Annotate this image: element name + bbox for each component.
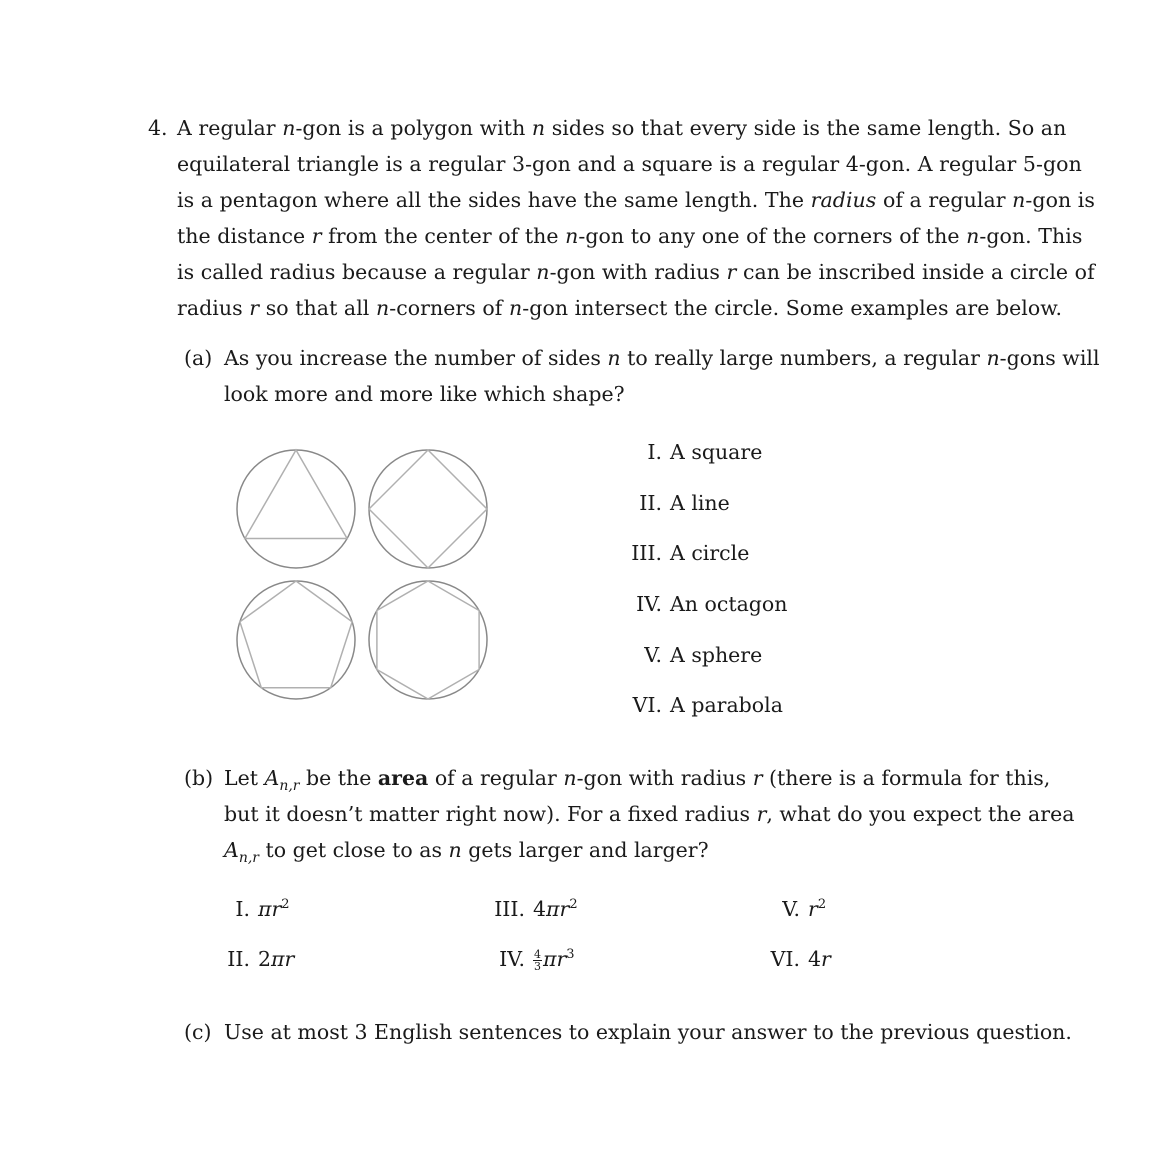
intro-line: A regular n-gon is a polygon with n sides so that every side is the same length. So an xyxy=(177,116,1067,140)
circumcircle xyxy=(369,581,487,699)
part-a-line: look more and more like which shape? xyxy=(224,382,625,406)
option-a-1 xyxy=(622,440,762,464)
option-b-2 xyxy=(210,947,294,971)
part-b-line: but it doesn’t matter right now). For a fixed radius r, what do you expect the area xyxy=(224,802,1075,826)
option-roman: IV. xyxy=(636,592,662,616)
option-roman: III. xyxy=(631,541,662,565)
option-roman: VI. xyxy=(770,947,800,971)
inscribed-triangle-diagram xyxy=(237,450,355,568)
intro-line: the distance r from the center of the n-gon to any one of the corners of the n-gon. This xyxy=(177,224,1083,248)
inscribed-pentagon-diagram xyxy=(237,581,355,699)
inscribed-square-diagram xyxy=(369,450,487,568)
inscribed-hexagon-diagram xyxy=(369,581,487,699)
question-number: 4. xyxy=(148,116,168,140)
option-text: A parabola xyxy=(670,693,783,717)
intro-line: equilateral triangle is a regular 3-gon and a square is a regular 4-gon. A regular 5-gon xyxy=(177,152,1082,176)
option-b-3 xyxy=(485,897,578,921)
option-roman: II. xyxy=(227,947,250,971)
circumcircle xyxy=(369,450,487,568)
option-roman: III. xyxy=(494,897,525,921)
option-text: An octagon xyxy=(670,592,788,616)
option-expr: 2πr xyxy=(258,947,295,971)
option-roman: V. xyxy=(782,897,800,921)
inscribed-polygons-figure xyxy=(230,440,500,710)
circumcircle xyxy=(237,450,355,568)
intro-line: is a pentagon where all the sides have the same length. The radius of a regular n-gon is xyxy=(177,188,1095,212)
triangle-shape xyxy=(245,450,347,539)
option-a-6 xyxy=(622,693,783,717)
option-a-5 xyxy=(622,643,762,667)
option-roman: II. xyxy=(639,491,662,515)
option-a-3 xyxy=(622,541,749,565)
option-a-4 xyxy=(622,592,787,616)
option-text: A line xyxy=(670,491,730,515)
option-b-6 xyxy=(760,947,831,971)
part-c-label: (c) xyxy=(184,1020,212,1044)
intro-line: is called radius because a regular n-gon with radius r can be inscribed inside a circle of xyxy=(177,260,1095,284)
option-text: A square xyxy=(670,440,763,464)
option-expr: $\frac{4}{3}$ $\pi r^3$ xyxy=(534,947,575,973)
option-b-5 xyxy=(760,897,826,921)
option-b-4 xyxy=(485,947,575,972)
option-roman: VI. xyxy=(632,693,662,717)
intro-line: radius r so that all n-corners of n-gon intersect the circle. Some examples are below. xyxy=(177,296,1063,320)
part-b-line: Let $A_{n,r}$ be the area of a regular n-gon with radius r (there is a formula for this, xyxy=(224,766,1051,795)
option-text: A circle xyxy=(670,541,750,565)
circumcircle xyxy=(237,581,355,699)
hexagon-shape xyxy=(377,581,479,699)
option-b-1 xyxy=(210,897,290,921)
part-a-line: As you increase the number of sides n to really large numbers, a regular n-gons will xyxy=(224,346,1100,370)
option-expr: $4\pi r^2$ xyxy=(533,897,578,921)
option-expr: $\pi r^2$ xyxy=(258,897,290,921)
part-a-label: (a) xyxy=(184,346,213,370)
option-roman: V. xyxy=(644,643,662,667)
option-expr: 4r xyxy=(808,947,831,971)
part-c-text: Use at most 3 English sentences to explain your answer to the previous question. xyxy=(224,1020,1072,1044)
option-expr: $r^2$ xyxy=(808,897,827,921)
option-a-2 xyxy=(622,491,730,515)
pentagon-shape xyxy=(240,581,352,688)
part-b-label: (b) xyxy=(184,766,214,790)
option-roman: IV. xyxy=(499,947,525,971)
option-roman: I. xyxy=(235,897,250,921)
option-roman: I. xyxy=(647,440,662,464)
option-text: A sphere xyxy=(670,643,763,667)
part-b-line: $A_{n,r}$ to get close to as n gets larger and larger? xyxy=(224,838,709,867)
